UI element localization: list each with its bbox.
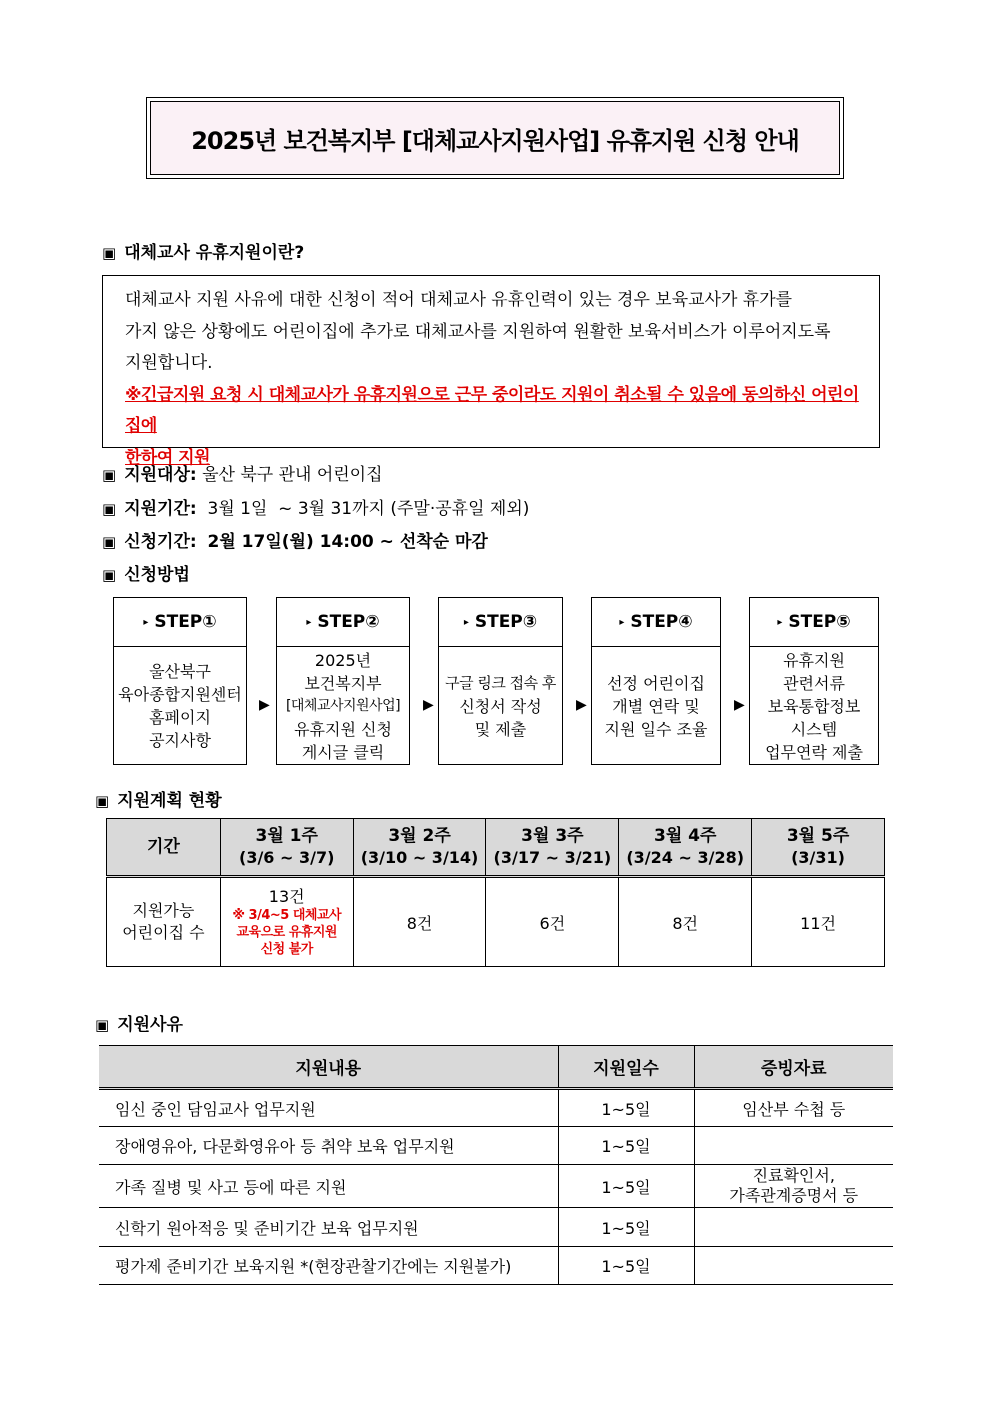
plan-cell-week1: 13건 ※ 3/4~5 대체교사 교육으로 유휴지원 신청 불가 <box>220 877 353 967</box>
section-what-heading <box>102 238 304 263</box>
apply-line <box>102 527 488 552</box>
step-text: 울산북구 <box>149 662 211 681</box>
square-marker-icon: ▣ <box>102 466 117 484</box>
step-body <box>592 647 720 765</box>
step-text: 보건복지부 <box>304 673 382 693</box>
step-body <box>277 647 409 765</box>
reason-proof: 임산부 수첩 등 <box>694 1089 893 1127</box>
reason-days: 1~5일 <box>558 1165 694 1208</box>
step-text: 시스템 <box>790 719 838 739</box>
step-text: 2025년 <box>314 650 372 670</box>
step-text: 선정 어린이집 <box>607 673 705 693</box>
reason-proof <box>694 1208 893 1247</box>
reason-row <box>99 1208 893 1247</box>
square-marker-icon: ▣ <box>102 244 117 262</box>
square-marker-icon: ▣ <box>102 533 117 551</box>
step-text: 및 제출 <box>474 719 527 739</box>
step-text: 육아종합지원센터 <box>118 685 242 704</box>
reason-content: 가족 질병 및 사고 등에 따른 지원 <box>99 1165 558 1208</box>
reason-content: 신학기 원아적응 및 준비기간 보육 업무지원 <box>99 1208 558 1247</box>
reason-row <box>99 1089 893 1127</box>
plan-label: 지원계획 현황 <box>117 791 222 811</box>
arrow-right-icon: ▶ <box>734 697 745 713</box>
method-label: 신청방법 <box>124 565 190 585</box>
apply-value: 2월 17일(월) 14:00 ~ 선착순 마감 <box>207 532 488 552</box>
step-title: STEP③ <box>474 612 538 632</box>
method-heading <box>102 560 190 585</box>
triangle-marker-icon: ▸ <box>306 616 312 628</box>
plan-header-week: 3월 1주 (3/6 ~ 3/7) <box>220 819 353 877</box>
arrow-right-icon: ▶ <box>576 697 587 713</box>
step-head <box>114 598 246 647</box>
plan-row-label: 지원가능 어린이집 수 <box>107 877 221 967</box>
step-text: 유휴지원 신청 <box>294 719 392 739</box>
desc-note-line: ※긴급지원 요청 시 대체교사가 유휴지원으로 근무 중이라도 지원이 취소될 수 있음에 동의하신 어린이집에 <box>125 384 859 436</box>
triangle-marker-icon: ▸ <box>777 616 783 628</box>
plan-header-week: 3월 2주 (3/10 ~ 3/14) <box>353 819 486 877</box>
desc-line: 대체교사 지원 사유에 대한 신청이 적어 대체교사 유휴인력이 있는 경우 보육교사가 휴가를 <box>125 290 793 310</box>
reason-content: 임신 중인 담임교사 업무지원 <box>99 1089 558 1127</box>
step-text: 구글 링크 접속 후 <box>445 673 556 692</box>
plan-cell: 6건 <box>486 877 619 967</box>
step-3 <box>438 597 563 765</box>
reason-header: 지원일수 <box>558 1046 694 1089</box>
section-what-label: 대체교사 유휴지원이란? <box>124 243 305 263</box>
target-value: 울산 북구 관내 어린이집 <box>202 465 383 485</box>
arrow-right-icon: ▶ <box>259 697 270 713</box>
reason-proof <box>694 1127 893 1165</box>
target-label: 지원대상: <box>124 465 197 485</box>
triangle-marker-icon: ▸ <box>619 616 625 628</box>
reason-days: 1~5일 <box>558 1127 694 1165</box>
arrow-right-icon: ▶ <box>423 697 434 713</box>
step-title: STEP① <box>154 612 217 632</box>
reason-days: 1~5일 <box>558 1089 694 1127</box>
title-box <box>146 97 844 179</box>
page-title: 2025년 보건복지부 [대체교사지원사업] 유휴지원 신청 안내 <box>150 101 840 175</box>
step-text: 신청서 작성 <box>459 696 542 716</box>
step-4 <box>591 597 721 765</box>
plan-cell: 8건 <box>619 877 752 967</box>
step-5 <box>749 597 879 765</box>
period-line <box>102 494 529 519</box>
reason-row <box>99 1165 893 1208</box>
plan-header-week: 3월 5주 (3/31) <box>752 819 885 877</box>
step-head <box>592 598 720 647</box>
description-box <box>102 275 880 468</box>
square-marker-icon: ▣ <box>95 792 110 810</box>
reason-header: 지원내용 <box>99 1046 558 1089</box>
step-text: 홈페이지 <box>149 708 211 727</box>
step-body <box>114 647 246 765</box>
desc-line: 가지 않은 상황에도 어린이집에 추가로 대체교사를 지원하여 원활한 보육서비스가 이루어지도록 <box>125 321 831 342</box>
step-text: 공지사항 <box>149 731 211 750</box>
plan-header-week: 3월 3주 (3/17 ~ 3/21) <box>486 819 619 877</box>
reason-proof <box>694 1247 893 1285</box>
desc-note-line: 한하여 지원 <box>125 447 211 468</box>
step-text: 게시글 클릭 <box>301 742 385 762</box>
step-text: 보육통합정보 <box>767 696 861 716</box>
plan-data-row <box>107 877 885 967</box>
period-label: 지원기간: <box>124 499 197 519</box>
reason-header: 증빙자료 <box>694 1046 893 1089</box>
triangle-marker-icon: ▸ <box>143 616 149 628</box>
step-text: 유휴지원 <box>783 650 845 670</box>
reason-days: 1~5일 <box>558 1208 694 1247</box>
reason-content: 평가제 준비기간 보육지원 *(현장관찰기간에는 지원불가) <box>99 1247 558 1285</box>
reason-label: 지원사유 <box>117 1015 183 1035</box>
step-body <box>439 647 562 765</box>
step-text: [대체교사지원사업] <box>285 697 401 714</box>
plan-header-week: 3월 4주 (3/24 ~ 3/28) <box>619 819 752 877</box>
square-marker-icon: ▣ <box>95 1016 110 1034</box>
step-head <box>750 598 878 647</box>
plan-table <box>106 818 885 967</box>
reason-table <box>99 1045 893 1285</box>
square-marker-icon: ▣ <box>102 500 117 518</box>
step-head <box>277 598 409 647</box>
step-text: 업무연락 제출 <box>765 742 863 762</box>
reason-row <box>99 1247 893 1285</box>
reason-row <box>99 1127 893 1165</box>
step-text: 지원 일수 조율 <box>604 719 708 739</box>
step-title: STEP⑤ <box>788 612 851 632</box>
reason-days: 1~5일 <box>558 1247 694 1285</box>
plan-header-row <box>107 819 885 877</box>
plan-cell: 8건 <box>353 877 486 967</box>
reason-proof: 진료확인서, 가족관계증명서 등 <box>694 1165 893 1208</box>
step-title: STEP② <box>317 612 380 632</box>
plan-cell: 11건 <box>752 877 885 967</box>
square-marker-icon: ▣ <box>102 566 117 584</box>
target-line <box>102 460 383 485</box>
step-text: 개별 연락 및 <box>612 696 700 716</box>
step-body <box>750 647 878 765</box>
reason-content: 장애영유아, 다문화영유아 등 취약 보육 업무지원 <box>99 1127 558 1165</box>
step-text: 관련서류 <box>783 673 845 693</box>
step-1 <box>113 597 247 765</box>
triangle-marker-icon: ▸ <box>463 616 469 628</box>
plan-heading <box>95 786 222 811</box>
period-value: 3월 1일 ~ 3월 31까지 (주말·공휴일 제외) <box>207 499 530 519</box>
reason-heading <box>95 1010 183 1035</box>
desc-line: 지원합니다. <box>125 353 213 373</box>
reason-header-row <box>99 1046 893 1089</box>
step-head <box>439 598 562 647</box>
step-2 <box>276 597 410 765</box>
plan-header-period: 기간 <box>107 819 221 877</box>
apply-label: 신청기간: <box>124 532 197 552</box>
step-title: STEP④ <box>630 612 693 632</box>
